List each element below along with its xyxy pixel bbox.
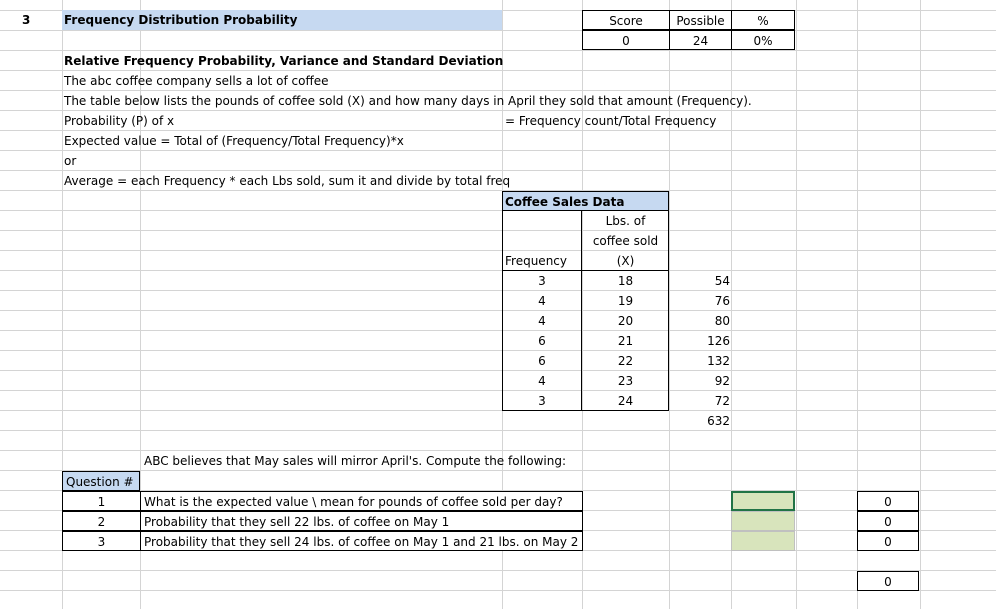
intro-line-1: The abc coffee company sells a lot of coffee [64,74,329,88]
question-number-cell: 3 [62,531,141,551]
table-x-cell: 19 [617,294,634,308]
percent-label: % [731,10,795,30]
possible-label: Possible [669,10,732,30]
table-product-cell: 80 [714,314,730,328]
table-frequency-cell: 6 [538,334,546,348]
col-x-header: (X) [616,254,635,268]
question-text: Probability that they sell 24 lbs. of coffee on May 1 and 21 lbs. on May 2 [140,531,583,551]
question-text: Probability that they sell 22 lbs. of coffee on May 1 [140,511,583,531]
intro-line-6: Average = each Frequency * each Lbs sold, sum it and divide by total freq [64,174,511,188]
answer-input[interactable] [731,511,795,531]
col-lbs-header-2: coffee sold [592,234,659,248]
question-score: 0 [857,511,919,531]
table-x-cell: 18 [617,274,634,288]
table-product-cell: 72 [714,394,730,408]
table-frequency-cell: 4 [538,294,546,308]
intro-line-3-right: = Frequency count/Total Frequency [505,114,717,128]
table-frequency-cell: 3 [538,274,546,288]
col-frequency-header: Frequency [505,254,567,268]
table-x-cell: 21 [617,334,634,348]
question-score: 0 [857,531,919,551]
intro-line-3-left: Probability (P) of x [64,114,175,128]
table-title: Coffee Sales Data [502,191,669,211]
possible-value[interactable]: 24 [669,30,732,50]
question-text: What is the expected value \ mean for pounds of coffee sold per day? [140,491,583,511]
total-score: 0 [857,571,919,591]
questions-intro: ABC believes that May sales will mirror April's. Compute the following: [144,454,566,468]
table-x-cell: 22 [617,354,634,368]
score-label: Score [582,10,670,30]
table-product-cell: 92 [714,374,730,388]
percent-value[interactable]: 0% [731,30,795,50]
question-number-cell: 1 [62,491,141,511]
score-value[interactable]: 0 [582,30,670,50]
answer-input[interactable] [731,491,795,511]
product-total: 632 [707,414,730,428]
intro-line-5: or [64,154,77,168]
question-number-header: Question # [62,471,140,491]
question-score: 0 [857,491,919,511]
table-x-cell: 23 [617,374,634,388]
table-product-cell: 54 [714,274,730,288]
table-frequency-cell: 3 [538,394,546,408]
table-x-cell: 24 [617,394,634,408]
question-number-cell: 2 [62,511,141,531]
intro-line-2: The table below lists the pounds of coffee sold (X) and how many days in April they sold that amount (Frequency). [64,94,752,108]
table-product-cell: 132 [707,354,730,368]
question-number: 3 [22,13,31,27]
intro-heading: Relative Frequency Probability, Variance and Standard Deviation [64,54,504,68]
table-product-cell: 76 [714,294,730,308]
answer-input[interactable] [731,531,795,551]
table-frequency-cell: 4 [538,314,546,328]
table-product-cell: 126 [707,334,730,348]
table-frequency-cell: 4 [538,374,546,388]
table-frequency-cell: 6 [538,354,546,368]
col-lbs-header-1: Lbs. of [605,214,646,228]
intro-line-4: Expected value = Total of (Frequency/Total Frequency)*x [64,134,404,148]
section-title: Frequency Distribution Probability [62,10,502,30]
table-x-cell: 20 [617,314,634,328]
